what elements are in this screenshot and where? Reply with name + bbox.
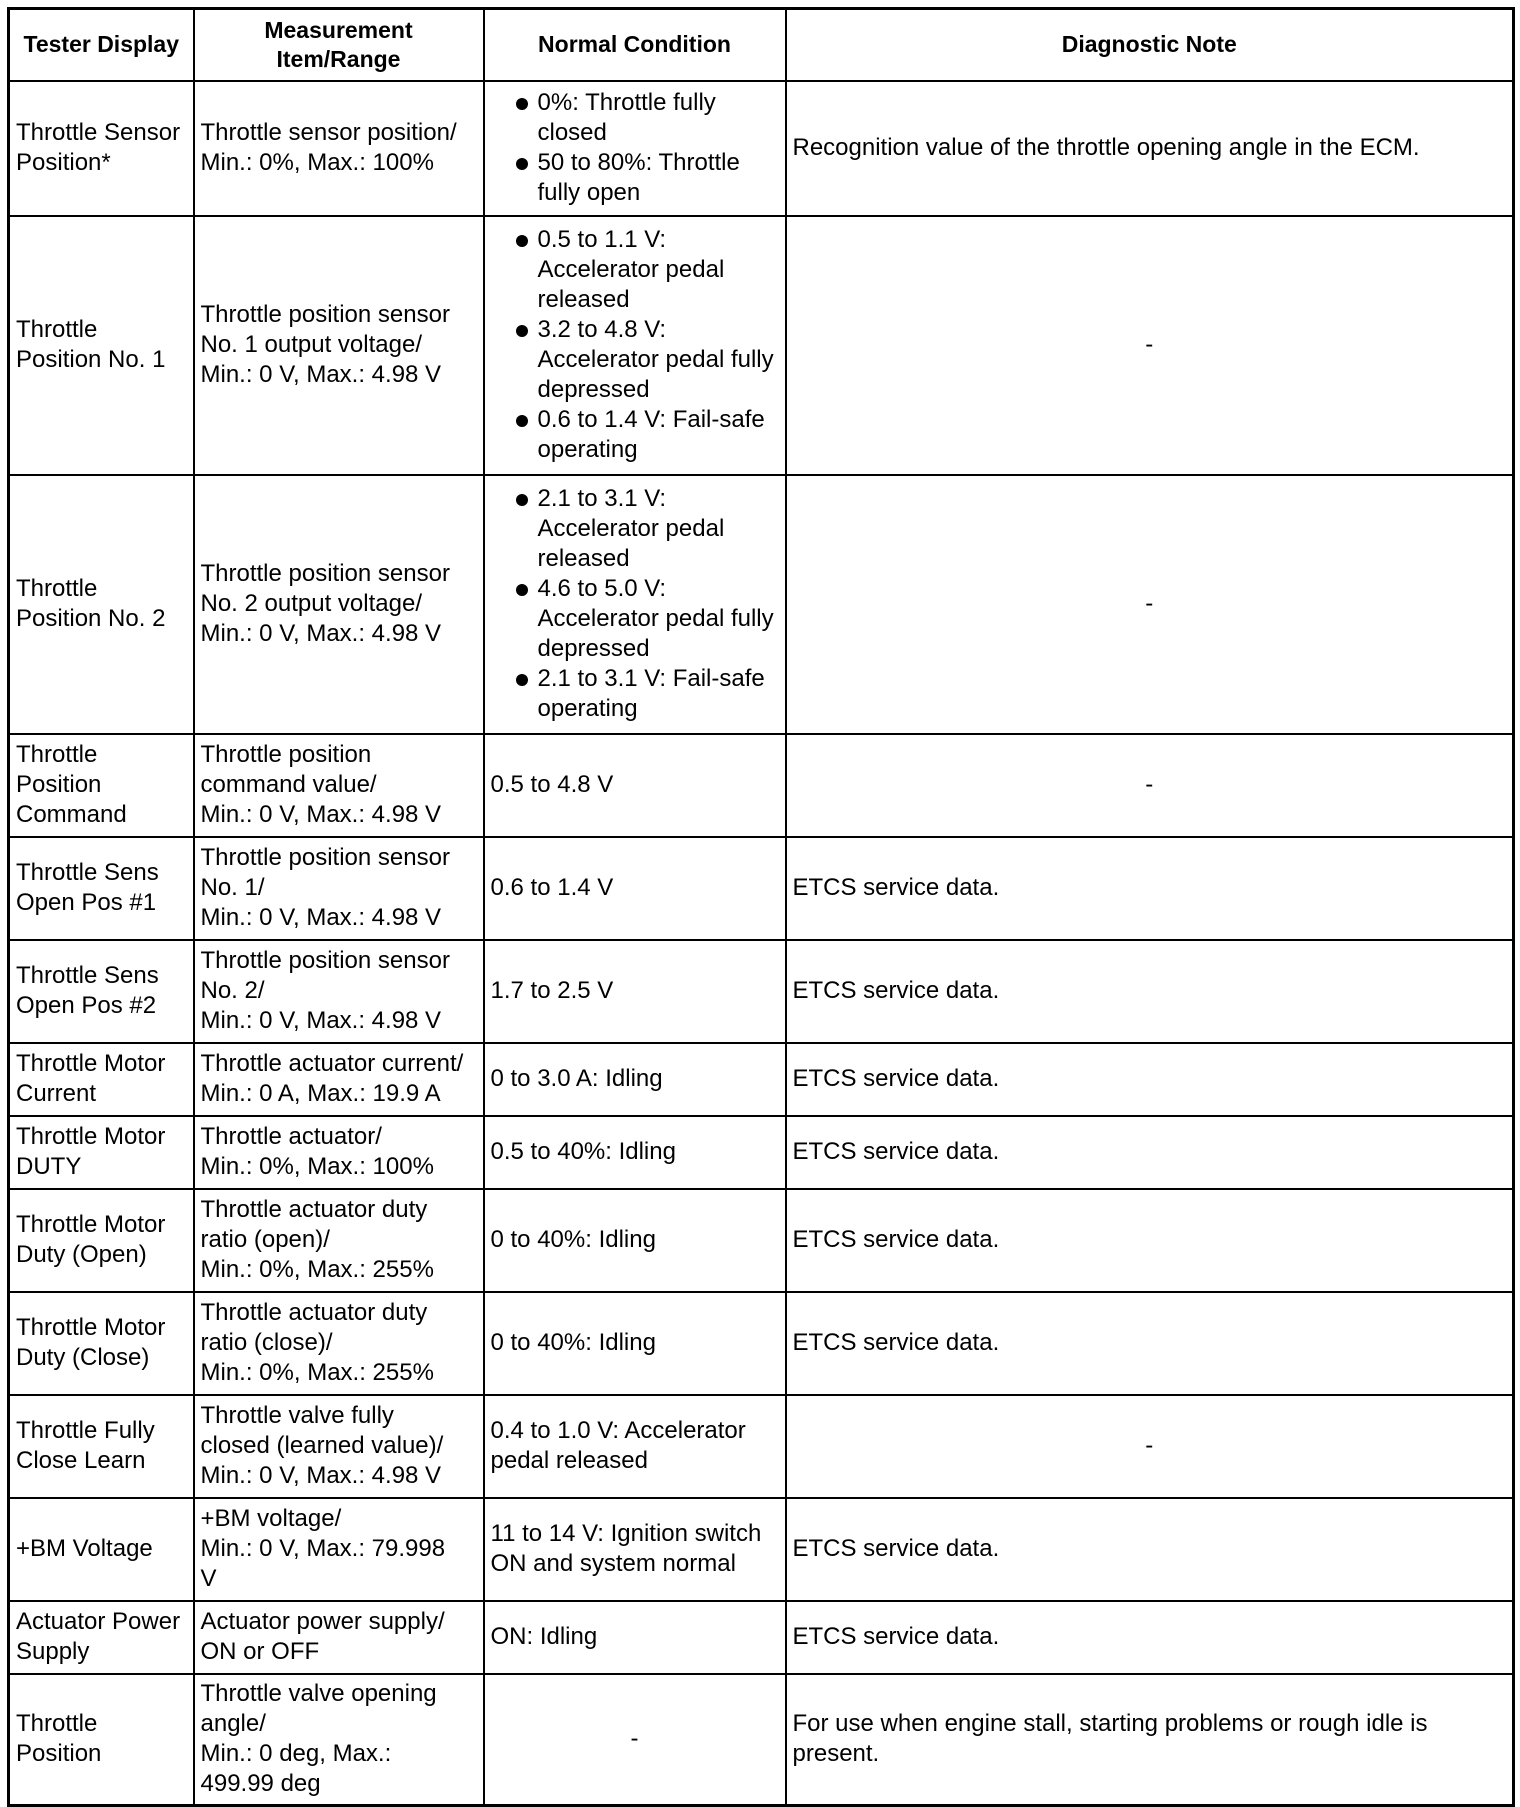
- table-row: [9, 1189, 1514, 1292]
- tester-display-cell: Throttle Motor Current: [9, 1043, 194, 1116]
- normal-condition-item: 2.1 to 3.1 V: Accelerator pedal released: [491, 484, 779, 574]
- measurement-item-cell: Throttle actuator duty ratio (close)/ Min.: 0%, Max.: 255%: [194, 1292, 484, 1395]
- table-row: [9, 1043, 1514, 1116]
- diagnostic-note-cell: -: [786, 1395, 1514, 1498]
- tester-display-cell: Actuator Power Supply: [9, 1601, 194, 1674]
- diagnostic-note-cell: -: [786, 475, 1514, 734]
- table-row: [9, 475, 1514, 734]
- diagnostic-note-cell: -: [786, 734, 1514, 837]
- normal-condition-list: [491, 225, 779, 465]
- table-row: [9, 1674, 1514, 1806]
- normal-condition-cell: 0.4 to 1.0 V: Accelerator pedal released: [484, 1395, 786, 1498]
- tester-display-cell: Throttle Position Command: [9, 734, 194, 837]
- normal-condition-cell: 0 to 40%: Idling: [484, 1292, 786, 1395]
- tester-display-cell: Throttle Fully Close Learn: [9, 1395, 194, 1498]
- diagnostic-note-cell: Recognition value of the throttle opening angle in the ECM.: [786, 81, 1514, 216]
- header-diagnostic-note: Diagnostic Note: [786, 9, 1514, 81]
- normal-condition-item: 3.2 to 4.8 V: Accelerator pedal fully depressed: [491, 315, 779, 405]
- measurement-item-cell: Throttle valve opening angle/ Min.: 0 deg, Max.: 499.99 deg: [194, 1674, 484, 1806]
- table-row: [9, 81, 1514, 216]
- header-tester-display: Tester Display: [9, 9, 194, 81]
- table-row: [9, 1292, 1514, 1395]
- normal-condition-item: 50 to 80%: Throttle fully open: [491, 148, 779, 208]
- measurement-item-cell: Throttle actuator/ Min.: 0%, Max.: 100%: [194, 1116, 484, 1189]
- normal-condition-list: [491, 88, 779, 208]
- normal-condition-cell: 11 to 14 V: Ignition switch ON and system normal: [484, 1498, 786, 1601]
- normal-condition-cell: 0 to 40%: Idling: [484, 1189, 786, 1292]
- measurement-item-cell: Throttle position sensor No. 2 output voltage/ Min.: 0 V, Max.: 4.98 V: [194, 475, 484, 734]
- diagnostic-note-cell: ETCS service data.: [786, 1498, 1514, 1601]
- diagnostic-note-cell: -: [786, 216, 1514, 475]
- measurement-item-cell: Throttle position sensor No. 2/ Min.: 0 V, Max.: 4.98 V: [194, 940, 484, 1043]
- measurement-item-cell: Throttle actuator current/ Min.: 0 A, Max.: 19.9 A: [194, 1043, 484, 1116]
- normal-condition-cell: [484, 216, 786, 475]
- normal-condition-cell: 1.7 to 2.5 V: [484, 940, 786, 1043]
- diagnostic-note-cell: ETCS service data.: [786, 837, 1514, 940]
- normal-condition-list: [491, 484, 779, 724]
- table-row: [9, 940, 1514, 1043]
- measurement-item-cell: Throttle position command value/ Min.: 0 V, Max.: 4.98 V: [194, 734, 484, 837]
- table-row: [9, 837, 1514, 940]
- tester-display-cell: Throttle Sens Open Pos #2: [9, 940, 194, 1043]
- tester-display-cell: Throttle Sensor Position*: [9, 81, 194, 216]
- normal-condition-cell: -: [484, 1674, 786, 1806]
- normal-condition-cell: [484, 81, 786, 216]
- table-row: [9, 734, 1514, 837]
- diagnostic-note-cell: ETCS service data.: [786, 1043, 1514, 1116]
- measurement-item-cell: Throttle valve fully closed (learned value)/ Min.: 0 V, Max.: 4.98 V: [194, 1395, 484, 1498]
- normal-condition-item: 0.5 to 1.1 V: Accelerator pedal released: [491, 225, 779, 315]
- diagnostic-note-cell: For use when engine stall, starting problems or rough idle is present.: [786, 1674, 1514, 1806]
- normal-condition-cell: 0.6 to 1.4 V: [484, 837, 786, 940]
- tester-display-cell: Throttle Sens Open Pos #1: [9, 837, 194, 940]
- normal-condition-cell: 0.5 to 40%: Idling: [484, 1116, 786, 1189]
- diagnostic-note-cell: ETCS service data.: [786, 1601, 1514, 1674]
- header-row: [9, 9, 1514, 81]
- normal-condition-item: 2.1 to 3.1 V: Fail-safe operating: [491, 664, 779, 724]
- normal-condition-cell: 0.5 to 4.8 V: [484, 734, 786, 837]
- normal-condition-cell: 0 to 3.0 A: Idling: [484, 1043, 786, 1116]
- tester-display-cell: Throttle Motor Duty (Close): [9, 1292, 194, 1395]
- measurement-item-cell: Throttle position sensor No. 1/ Min.: 0 V, Max.: 4.98 V: [194, 837, 484, 940]
- measurement-item-cell: +BM voltage/ Min.: 0 V, Max.: 79.998 V: [194, 1498, 484, 1601]
- header-measurement-item: Measurement Item/Range: [194, 9, 484, 81]
- measurement-item-cell: Throttle position sensor No. 1 output voltage/ Min.: 0 V, Max.: 4.98 V: [194, 216, 484, 475]
- tester-display-cell: Throttle Position No. 2: [9, 475, 194, 734]
- table-row: [9, 1395, 1514, 1498]
- normal-condition-item: 0%: Throttle fully closed: [491, 88, 779, 148]
- table-row: [9, 1116, 1514, 1189]
- data-list-table: [7, 7, 1515, 1807]
- tester-display-cell: Throttle Motor DUTY: [9, 1116, 194, 1189]
- table-row: [9, 216, 1514, 475]
- tester-display-cell: Throttle Motor Duty (Open): [9, 1189, 194, 1292]
- table-row: [9, 1601, 1514, 1674]
- diagnostic-note-cell: ETCS service data.: [786, 1292, 1514, 1395]
- normal-condition-item: 4.6 to 5.0 V: Accelerator pedal fully depressed: [491, 574, 779, 664]
- normal-condition-cell: ON: Idling: [484, 1601, 786, 1674]
- measurement-item-cell: Throttle actuator duty ratio (open)/ Min.: 0%, Max.: 255%: [194, 1189, 484, 1292]
- normal-condition-item: 0.6 to 1.4 V: Fail-safe operating: [491, 405, 779, 465]
- normal-condition-cell: [484, 475, 786, 734]
- header-normal-condition: Normal Condition: [484, 9, 786, 81]
- tester-display-cell: +BM Voltage: [9, 1498, 194, 1601]
- diagnostic-note-cell: ETCS service data.: [786, 1116, 1514, 1189]
- table-row: [9, 1498, 1514, 1601]
- measurement-item-cell: Actuator power supply/ ON or OFF: [194, 1601, 484, 1674]
- diagnostic-note-cell: ETCS service data.: [786, 1189, 1514, 1292]
- tester-display-cell: Throttle Position No. 1: [9, 216, 194, 475]
- diagnostic-note-cell: ETCS service data.: [786, 940, 1514, 1043]
- tester-display-cell: Throttle Position: [9, 1674, 194, 1806]
- measurement-item-cell: Throttle sensor position/ Min.: 0%, Max.: 100%: [194, 81, 484, 216]
